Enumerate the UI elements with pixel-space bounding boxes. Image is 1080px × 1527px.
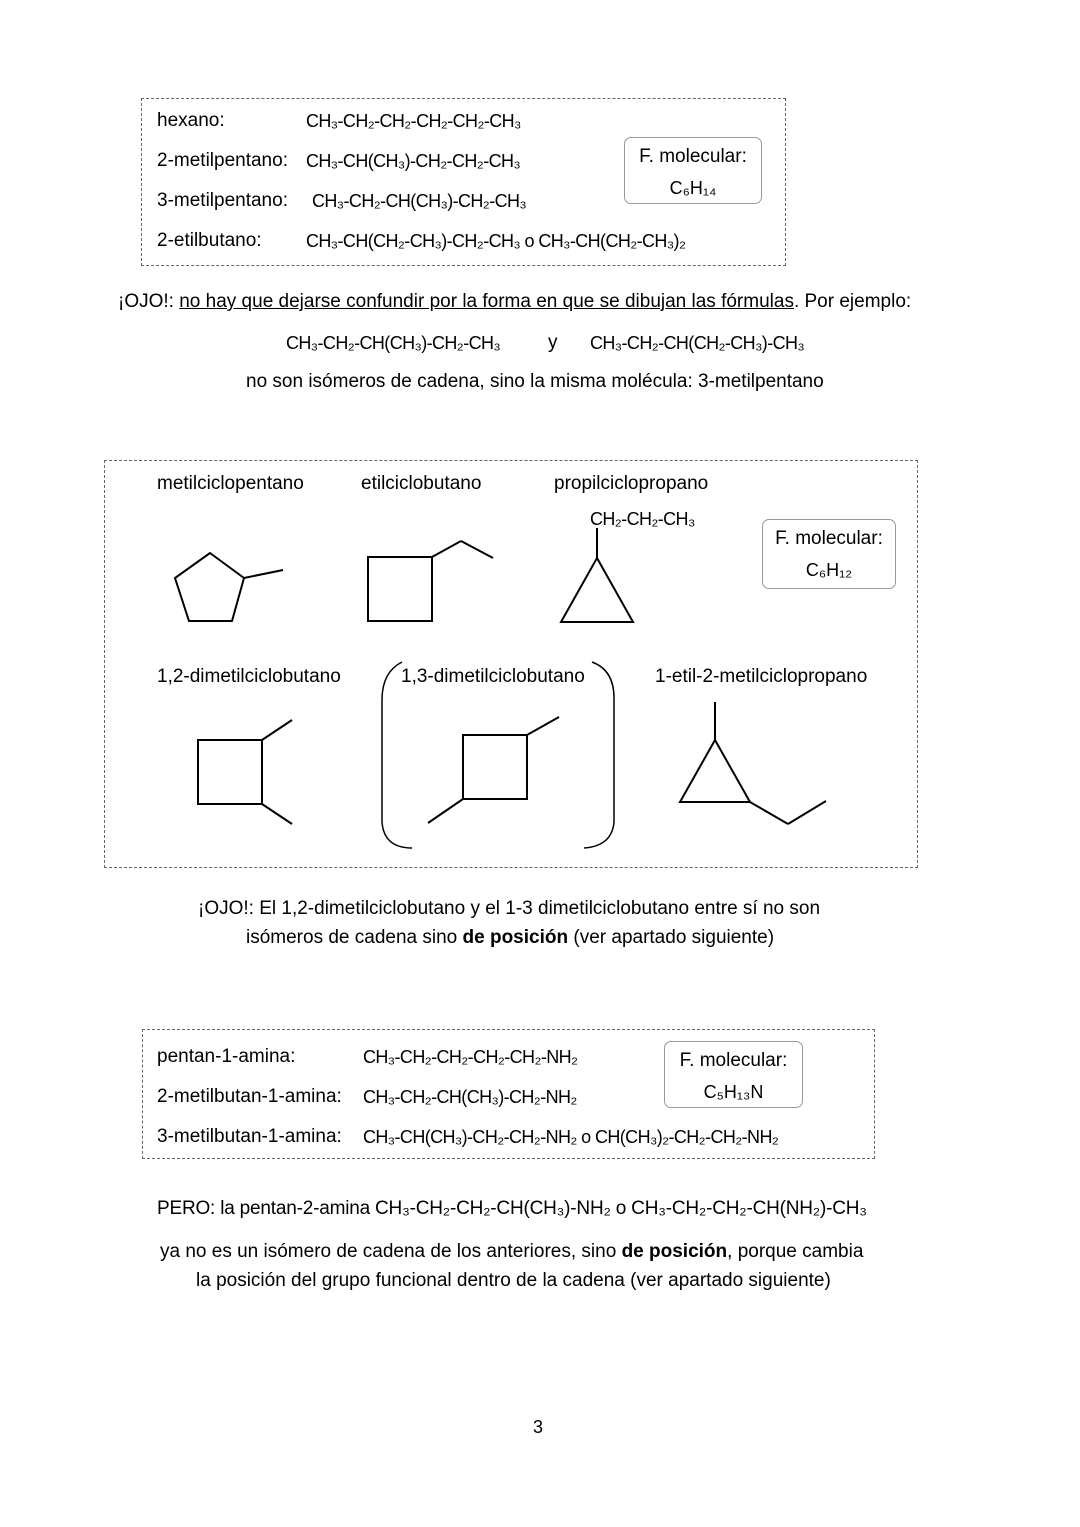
methyl-bond (527, 717, 559, 735)
mf-label: F. molecular: (679, 1050, 788, 1071)
cyclobutane-ring (368, 557, 432, 621)
example-formula-a: CH₃-CH₂-CH(CH₃)-CH₂-CH₃ (286, 333, 501, 353)
ethyl-bond (432, 541, 461, 557)
row-formula: CH₃-CH(CH₂-CH₃)-CH₂-CH₃ o CH₃-CH(CH₂-CH₃)₂ (306, 231, 686, 251)
cyclopentane-ring (175, 553, 244, 621)
note3-text: ya no es un isómero de cadena de los anteriores, sino (160, 1241, 622, 1262)
row-formula: CH₃-CH₂-CH₂-CH₂-CH₂-CH₃ (306, 111, 521, 131)
cyclopropane-ring (561, 558, 633, 622)
label-propyl-chain: CH₂-CH₂-CH₃ (590, 509, 695, 529)
label-propilciclopropano: propilciclopropano (554, 473, 709, 494)
row-name: 2-metilpentano: (157, 150, 288, 171)
note3-line3: la posición del grupo funcional dentro de la cadena (ver apartado siguiente) (196, 1270, 831, 1291)
row-name: 3-metilbutan-1-amina: (157, 1126, 342, 1147)
cyclobutane-ring (198, 740, 262, 804)
right-bracket (584, 662, 614, 848)
row-name: 2-metilbutan-1-amina: (157, 1086, 342, 1107)
note-conclusion: no son isómeros de cadena, sino la misma molécula: 3-metilpentano (246, 371, 824, 392)
example-formula-b: CH₃-CH₂-CH(CH₂-CH₃)-CH₃ (590, 333, 805, 353)
note3-bold: de posición (621, 1241, 728, 1262)
left-bracket (382, 662, 412, 848)
label-etilmetil: 1-etil-2-metilciclopropano (655, 666, 868, 687)
note2-line2 (246, 927, 774, 949)
note3-text: , porque cambia (727, 1241, 864, 1262)
note2-line1: ¡OJO!: El 1,2-dimetilciclobutano y el 1-3 dimetilciclobutano entre sí no son (198, 898, 821, 919)
mf-value: C₅H₁₃N (703, 1082, 764, 1102)
note3-line2 (160, 1241, 863, 1263)
methyl-bond (244, 570, 283, 578)
note2-bold: de posición (462, 927, 569, 948)
row-formula: CH₃-CH₂-CH(CH₃)-CH₂-CH₃ (312, 191, 527, 211)
molecular-formula-box (664, 1041, 803, 1108)
label-etilciclobutano: etilciclobutano (361, 473, 482, 494)
mf-label: F. molecular: (639, 146, 747, 167)
row-name: 2-etilbutano: (157, 230, 262, 251)
note-underlined: no hay que dejarse confundir por la forma en que se dibujan las fórmulas (179, 291, 794, 312)
label-dimetil12: 1,2-dimetilciclobutano (157, 666, 341, 687)
row-name: pentan-1-amina: (157, 1046, 296, 1067)
note2-text: isómeros de cadena sino (246, 927, 463, 948)
note-prefix: ¡OJO!: (118, 291, 180, 312)
ethyl-bond (788, 801, 826, 824)
note2-text: (ver apartado siguiente) (568, 927, 775, 948)
methyl-bond (428, 799, 463, 823)
note3-line1: PERO: la pentan-2-amina CH₃-CH₂-CH₂-CH(CH₃)-NH₂ o CH₃-CH₂-CH₂-CH(NH₂)-CH₃ (157, 1198, 867, 1219)
ethyl-bond (461, 541, 493, 558)
note-suffix: . Por ejemplo: (793, 291, 912, 312)
ethyl-bond (750, 802, 788, 824)
methyl-bond (262, 720, 292, 740)
row-name: hexano: (157, 110, 225, 131)
mf-label: F. molecular: (775, 528, 883, 549)
cyclobutane-ring (463, 735, 527, 799)
row-formula: CH₃-CH₂-CH(CH₃)-CH₂-NH₂ (363, 1087, 577, 1107)
mf-value: C₆H₁₄ (669, 178, 717, 198)
row-formula: CH₃-CH(CH₃)-CH₂-CH₂-CH₃ (306, 151, 521, 171)
page-number: 3 (533, 1417, 544, 1437)
label-dimetil13: 1,3-dimetilciclobutano (401, 666, 585, 687)
row-formula: CH₃-CH(CH₃)-CH₂-CH₂-NH₂ o CH(CH₃)₂-CH₂-CH₂-NH₂ (363, 1127, 779, 1147)
row-name: 3-metilpentano: (157, 190, 288, 211)
methyl-bond (262, 804, 292, 824)
row-formula: CH₃-CH₂-CH₂-CH₂-CH₂-NH₂ (363, 1047, 578, 1067)
label-metilciclopentano: metilciclopentano (157, 473, 304, 494)
example-conjunction: y (548, 332, 558, 353)
mf-value: C₆H₁₂ (805, 560, 853, 580)
cyclopropane-ring (680, 740, 750, 802)
